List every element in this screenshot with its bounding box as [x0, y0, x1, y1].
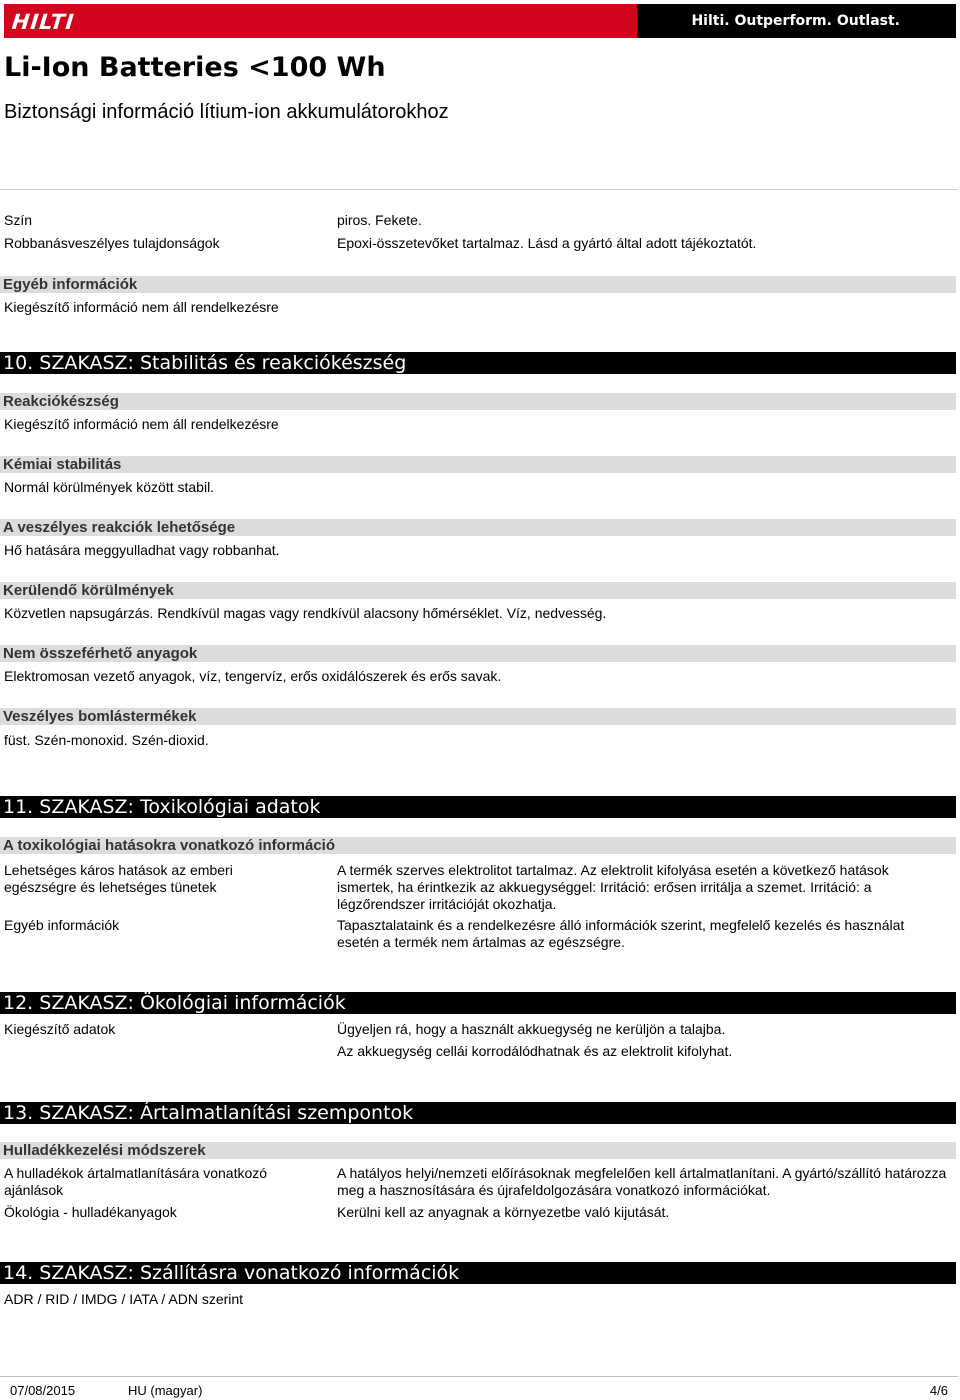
subsection-header	[0, 708, 956, 725]
subsection-title: Reakciókészség	[3, 393, 119, 410]
field-label: A hulladékok ártalmatlanítására vonatkozó ajánlások	[4, 1165, 268, 1198]
field-label: Ökológia - hulladékanyagok	[4, 1204, 177, 1220]
section-title: 14. SZAKASZ: Szállításra vonatkozó információk	[3, 1262, 460, 1284]
slogan-bar	[637, 4, 956, 38]
field-value: Az akkuegység cellái korrodálódhatnak és az elektrolit kifolyhat.	[337, 1043, 733, 1059]
subsection-header	[0, 582, 956, 599]
subsection-text: Hő hatására meggyulladhat vagy robbanhat.	[4, 542, 280, 558]
subsection-header	[0, 645, 956, 662]
subsection-header	[0, 519, 956, 536]
footer-language: HU (magyar)	[128, 1383, 203, 1398]
field-value: A hatályos helyi/nemzeti előírásoknak megfelelően kell ártalmatlanítani. A gyártó/szállító határozza meg a hasznosítására és újrafeldolgozására vonatkozó információkat.	[337, 1165, 947, 1198]
field-label: Kiegészítő adatok	[4, 1021, 116, 1037]
subsection-title: Egyéb információk	[3, 276, 138, 293]
page-header	[4, 4, 956, 38]
section-10-header	[0, 352, 956, 374]
subsection-text: Közvetlen napsugárzás. Rendkívül magas vagy rendkívül alacsony hőmérséklet. Víz, nedvesség.	[4, 605, 607, 621]
section-title: 13. SZAKASZ: Ártalmatlanítási szempontok	[3, 1102, 414, 1124]
footer-divider	[0, 1376, 958, 1377]
subsection-title: Hulladékkezelési módszerek	[3, 1142, 206, 1159]
field-value: Tapasztalataink és a rendelkezésre álló információk szerint, megfelelő kezelés és használat esetén a termék nem ártalmas az egészségre.	[337, 917, 905, 950]
footer-date: 07/08/2015	[10, 1383, 76, 1398]
section-title: 10. SZAKASZ: Stabilitás és reakciókészség	[3, 352, 407, 374]
divider	[0, 189, 958, 190]
subsection-title: Kémiai stabilitás	[3, 456, 122, 473]
subsection-text: Elektromosan vezető anyagok, víz, tengervíz, erős oxidálószerek és erős savak.	[4, 668, 502, 684]
subsection-title: Nem összeférhető anyagok	[3, 645, 198, 662]
subsection-title: Veszélyes bomlástermékek	[3, 708, 197, 725]
subsection-header	[0, 276, 956, 293]
section-13-header	[0, 1102, 956, 1124]
page-number: 4/6	[929, 1383, 948, 1398]
subsection-header	[0, 393, 956, 410]
field-value: A termék szerves elektrolitot tartalmaz. Az elektrolit kifolyása esetén a következő hatások ismertek, ha érintkezik az akkuegységgel: Irritáció: erősen irritálja a szemet. Irritáció: a légzőrendszer irritációját okozhatja.	[337, 862, 889, 912]
section-title: 11. SZAKASZ: Toxikológiai adatok	[3, 796, 321, 818]
hilti-logo: HILTI	[10, 10, 76, 34]
field-label: Lehetséges káros hatások az emberi egészségre és lehetséges tünetek	[4, 862, 233, 895]
document-subtitle: Biztonsági információ lítium-ion akkumulátorokhoz	[4, 101, 449, 123]
section-14-header	[0, 1262, 956, 1284]
field-value: Ügyeljen rá, hogy a használt akkuegység ne kerüljön a talajba.	[337, 1021, 726, 1037]
subsection-title: Kerülendő körülmények	[3, 582, 174, 599]
section-11-header	[0, 796, 956, 818]
subsection-header	[0, 1142, 956, 1159]
field-value: Kerülni kell az anyagnak a környezetbe való kijutását.	[337, 1204, 670, 1220]
property-value: piros. Fekete.	[337, 212, 422, 228]
section-title: 12. SZAKASZ: Ökológiai információk	[3, 992, 346, 1014]
subsection-text: Kiegészítő információ nem áll rendelkezésre	[4, 299, 279, 315]
section-12-header	[0, 992, 956, 1014]
subsection-header	[0, 837, 956, 854]
slogan: Hilti. Outperform. Outlast.	[691, 13, 900, 29]
subsection-text: Kiegészítő információ nem áll rendelkezésre	[4, 416, 279, 432]
subsection-text: Normál körülmények között stabil.	[4, 479, 215, 495]
subsection-title: A veszélyes reakciók lehetősége	[3, 519, 236, 536]
subsection-header	[0, 456, 956, 473]
brand-bar	[4, 4, 637, 38]
subsection-title: A toxikológiai hatásokra vonatkozó információ	[3, 837, 336, 854]
subsection-text: füst. Szén-monoxid. Szén-dioxid.	[4, 732, 209, 748]
property-label: Szín	[4, 212, 33, 228]
document-title: Li-Ion Batteries <100 Wh	[4, 52, 386, 83]
field-label: Egyéb információk	[4, 917, 120, 933]
subsection-text: ADR / RID / IMDG / IATA / ADN szerint	[4, 1291, 244, 1307]
property-value: Epoxi-összetevőket tartalmaz. Lásd a gyártó által adott tájékoztatót.	[337, 235, 757, 251]
property-label: Robbanásveszélyes tulajdonságok	[4, 235, 220, 251]
